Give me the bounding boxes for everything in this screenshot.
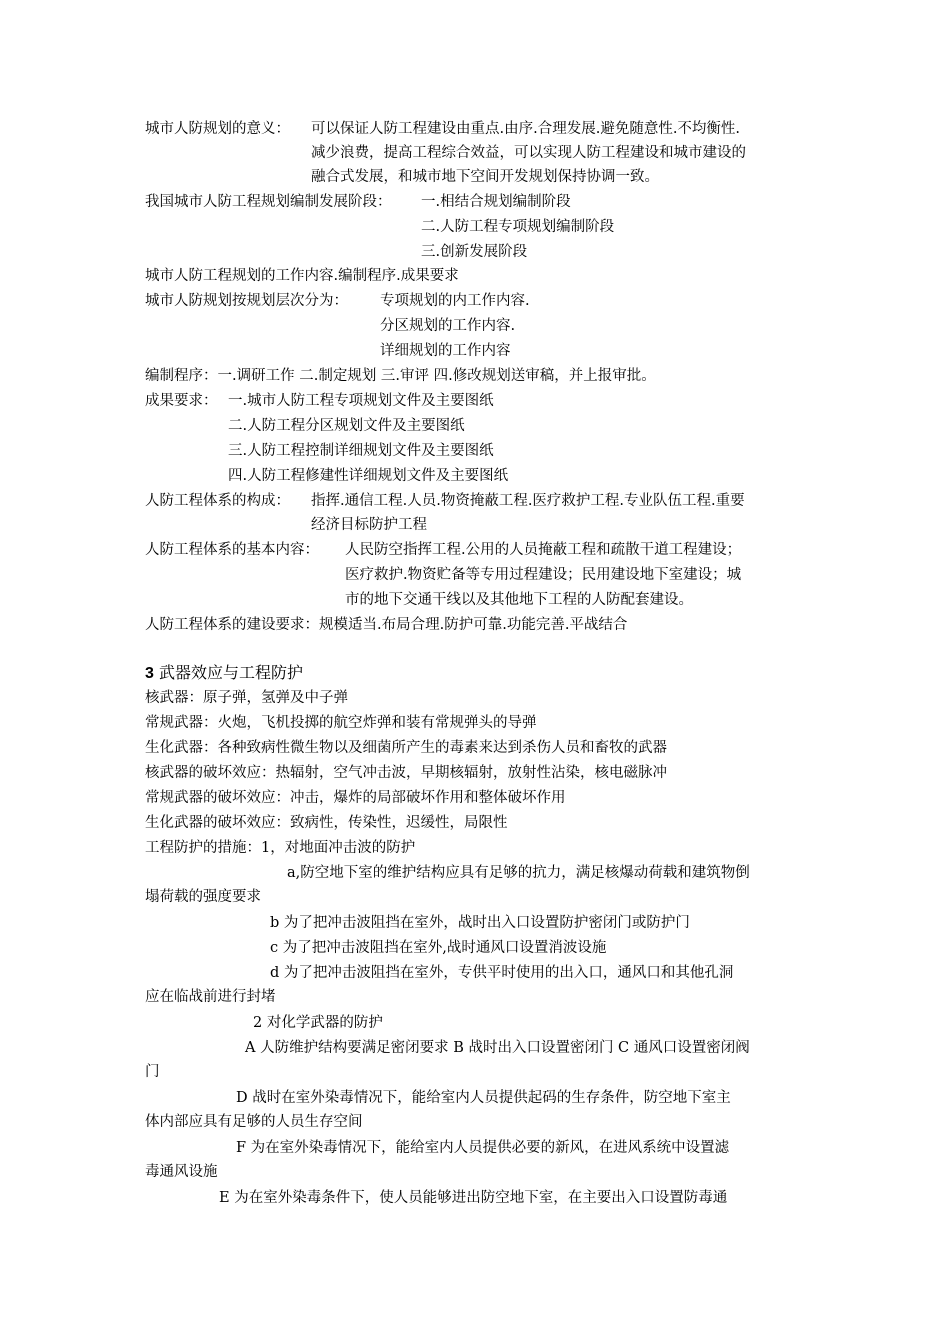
basic-line: 医疗救护.物资贮备等专用过程建设；民用建设地下室建设；城 — [345, 567, 742, 583]
meaning-label: 城市人防规划的意义： — [145, 121, 290, 137]
meaning-line: 融合式发展，和城市地下空间开发规划保持协调一致。 — [311, 169, 659, 185]
section-number: 3 — [145, 665, 154, 682]
meaning-line: 可以保证人防工程建设由重点.由序.合理发展.避免随意性.不均衡性. — [311, 121, 741, 137]
measure-A-cont: 门 — [145, 1064, 160, 1080]
stages-label: 我国城市人防工程规划编制发展阶段： — [145, 194, 392, 210]
stage-item: 二.人防工程专项规划编制阶段 — [421, 219, 615, 235]
results-label: 成果要求： — [145, 393, 218, 409]
measure-b: b 为了把冲击波阻挡在室外，战时出入口设置防护密闭门或防护门 — [270, 915, 690, 931]
measure-c: c 为了把冲击波阻挡在室外,战时通风口设置消波设施 — [270, 940, 607, 956]
measure-D: D 战时在室外染毒情况下，能给室内人员提供起码的生存条件，防空地下室主 — [236, 1090, 731, 1106]
result-item: 四.人防工程修建性详细规划文件及主要图纸 — [228, 468, 509, 484]
measure-E: E 为在室外染毒条件下，使人员能够进出防空地下室，在主要出入口设置防毒通 — [219, 1190, 728, 1206]
section-line: 工程防护的措施：1，对地面冲击波的防护 — [145, 840, 416, 856]
measure-d-cont: 应在临战前进行封堵 — [145, 989, 276, 1005]
section-line: 核武器的破坏效应：热辐射，空气冲击波，早期核辐射，放射性沾染，核电磁脉冲 — [145, 765, 667, 781]
section-line: 生化武器：各种致病性微生物以及细菌所产生的毒素来达到杀伤人员和畜牧的武器 — [145, 740, 667, 756]
result-item: 二.人防工程分区规划文件及主要图纸 — [228, 418, 465, 434]
composition-line: 指挥.通信工程.人员.物资掩蔽工程.医疗救护工程.专业队伍工程.重要 — [311, 493, 745, 509]
stage-item: 一.相结合规划编制阶段 — [421, 194, 571, 210]
measure-a: a,防空地下室的维护结构应具有足够的抗力，满足核爆动荷载和建筑物倒 — [287, 865, 750, 881]
level-item: 详细规划的工作内容 — [380, 343, 511, 359]
measure-d: d 为了把冲击波阻挡在室外，专供平时使用的出入口，通风口和其他孔洞 — [270, 965, 734, 981]
section-line: 常规武器：火炮，飞机投掷的航空炸弹和装有常规弹头的导弹 — [145, 715, 537, 731]
section-line: 生化武器的破坏效应：致病性，传染性，迟缓性，局限性 — [145, 815, 508, 831]
section-line: 常规武器的破坏效应：冲击，爆炸的局部破坏作用和整体破坏作用 — [145, 790, 566, 806]
result-item: 一.城市人防工程专项规划文件及主要图纸 — [228, 393, 494, 409]
composition-label: 人防工程体系的构成： — [145, 493, 290, 509]
work-content: 城市人防工程规划的工作内容.编制程序.成果要求 — [145, 268, 459, 284]
measure-a-cont: 塌荷载的强度要求 — [145, 889, 261, 905]
section-heading — [145, 662, 303, 685]
section-line: 核武器：原子弹，氢弹及中子弹 — [145, 690, 348, 706]
result-item: 三.人防工程控制详细规划文件及主要图纸 — [228, 443, 494, 459]
levels-label: 城市人防规划按规划层次分为： — [145, 293, 348, 309]
requirements: 人防工程体系的建设要求：规模适当.布局合理.防护可靠.功能完善.平战结合 — [145, 617, 628, 633]
basic-line: 市的地下交通干线以及其他地下工程的人防配套建设。 — [345, 592, 693, 608]
level-item: 专项规划的内工作内容. — [380, 293, 530, 309]
level-item: 分区规划的工作内容. — [380, 318, 516, 334]
basic-label: 人防工程体系的基本内容： — [145, 542, 319, 558]
measure-F: F 为在室外染毒情况下，能给室内人员提供必要的新风，在进风系统中设置滤 — [236, 1140, 730, 1156]
measure-F-cont: 毒通风设施 — [145, 1164, 218, 1180]
measure-D-cont: 体内部应具有足够的人员生存空间 — [145, 1114, 363, 1130]
section-title: 武器效应与工程防护 — [159, 663, 304, 682]
stage-item: 三.创新发展阶段 — [421, 244, 528, 260]
procedure: 编制程序：一.调研工作 二.制定规划 三.审评 四.修改规划送审稿，并上报审批。 — [145, 368, 656, 384]
chem-title: 2 对化学武器的防护 — [253, 1015, 383, 1031]
composition-line: 经济目标防护工程 — [311, 517, 427, 533]
meaning-line: 减少浪费，提高工程综合效益，可以实现人防工程建设和城市建设的 — [311, 145, 746, 161]
measure-A: A 人防维护结构要满足密闭要求 B 战时出入口设置密闭门 C 通风口设置密闭阀 — [245, 1040, 750, 1056]
basic-line: 人民防空指挥工程.公用的人员掩蔽工程和疏散干道工程建设； — [345, 542, 742, 558]
